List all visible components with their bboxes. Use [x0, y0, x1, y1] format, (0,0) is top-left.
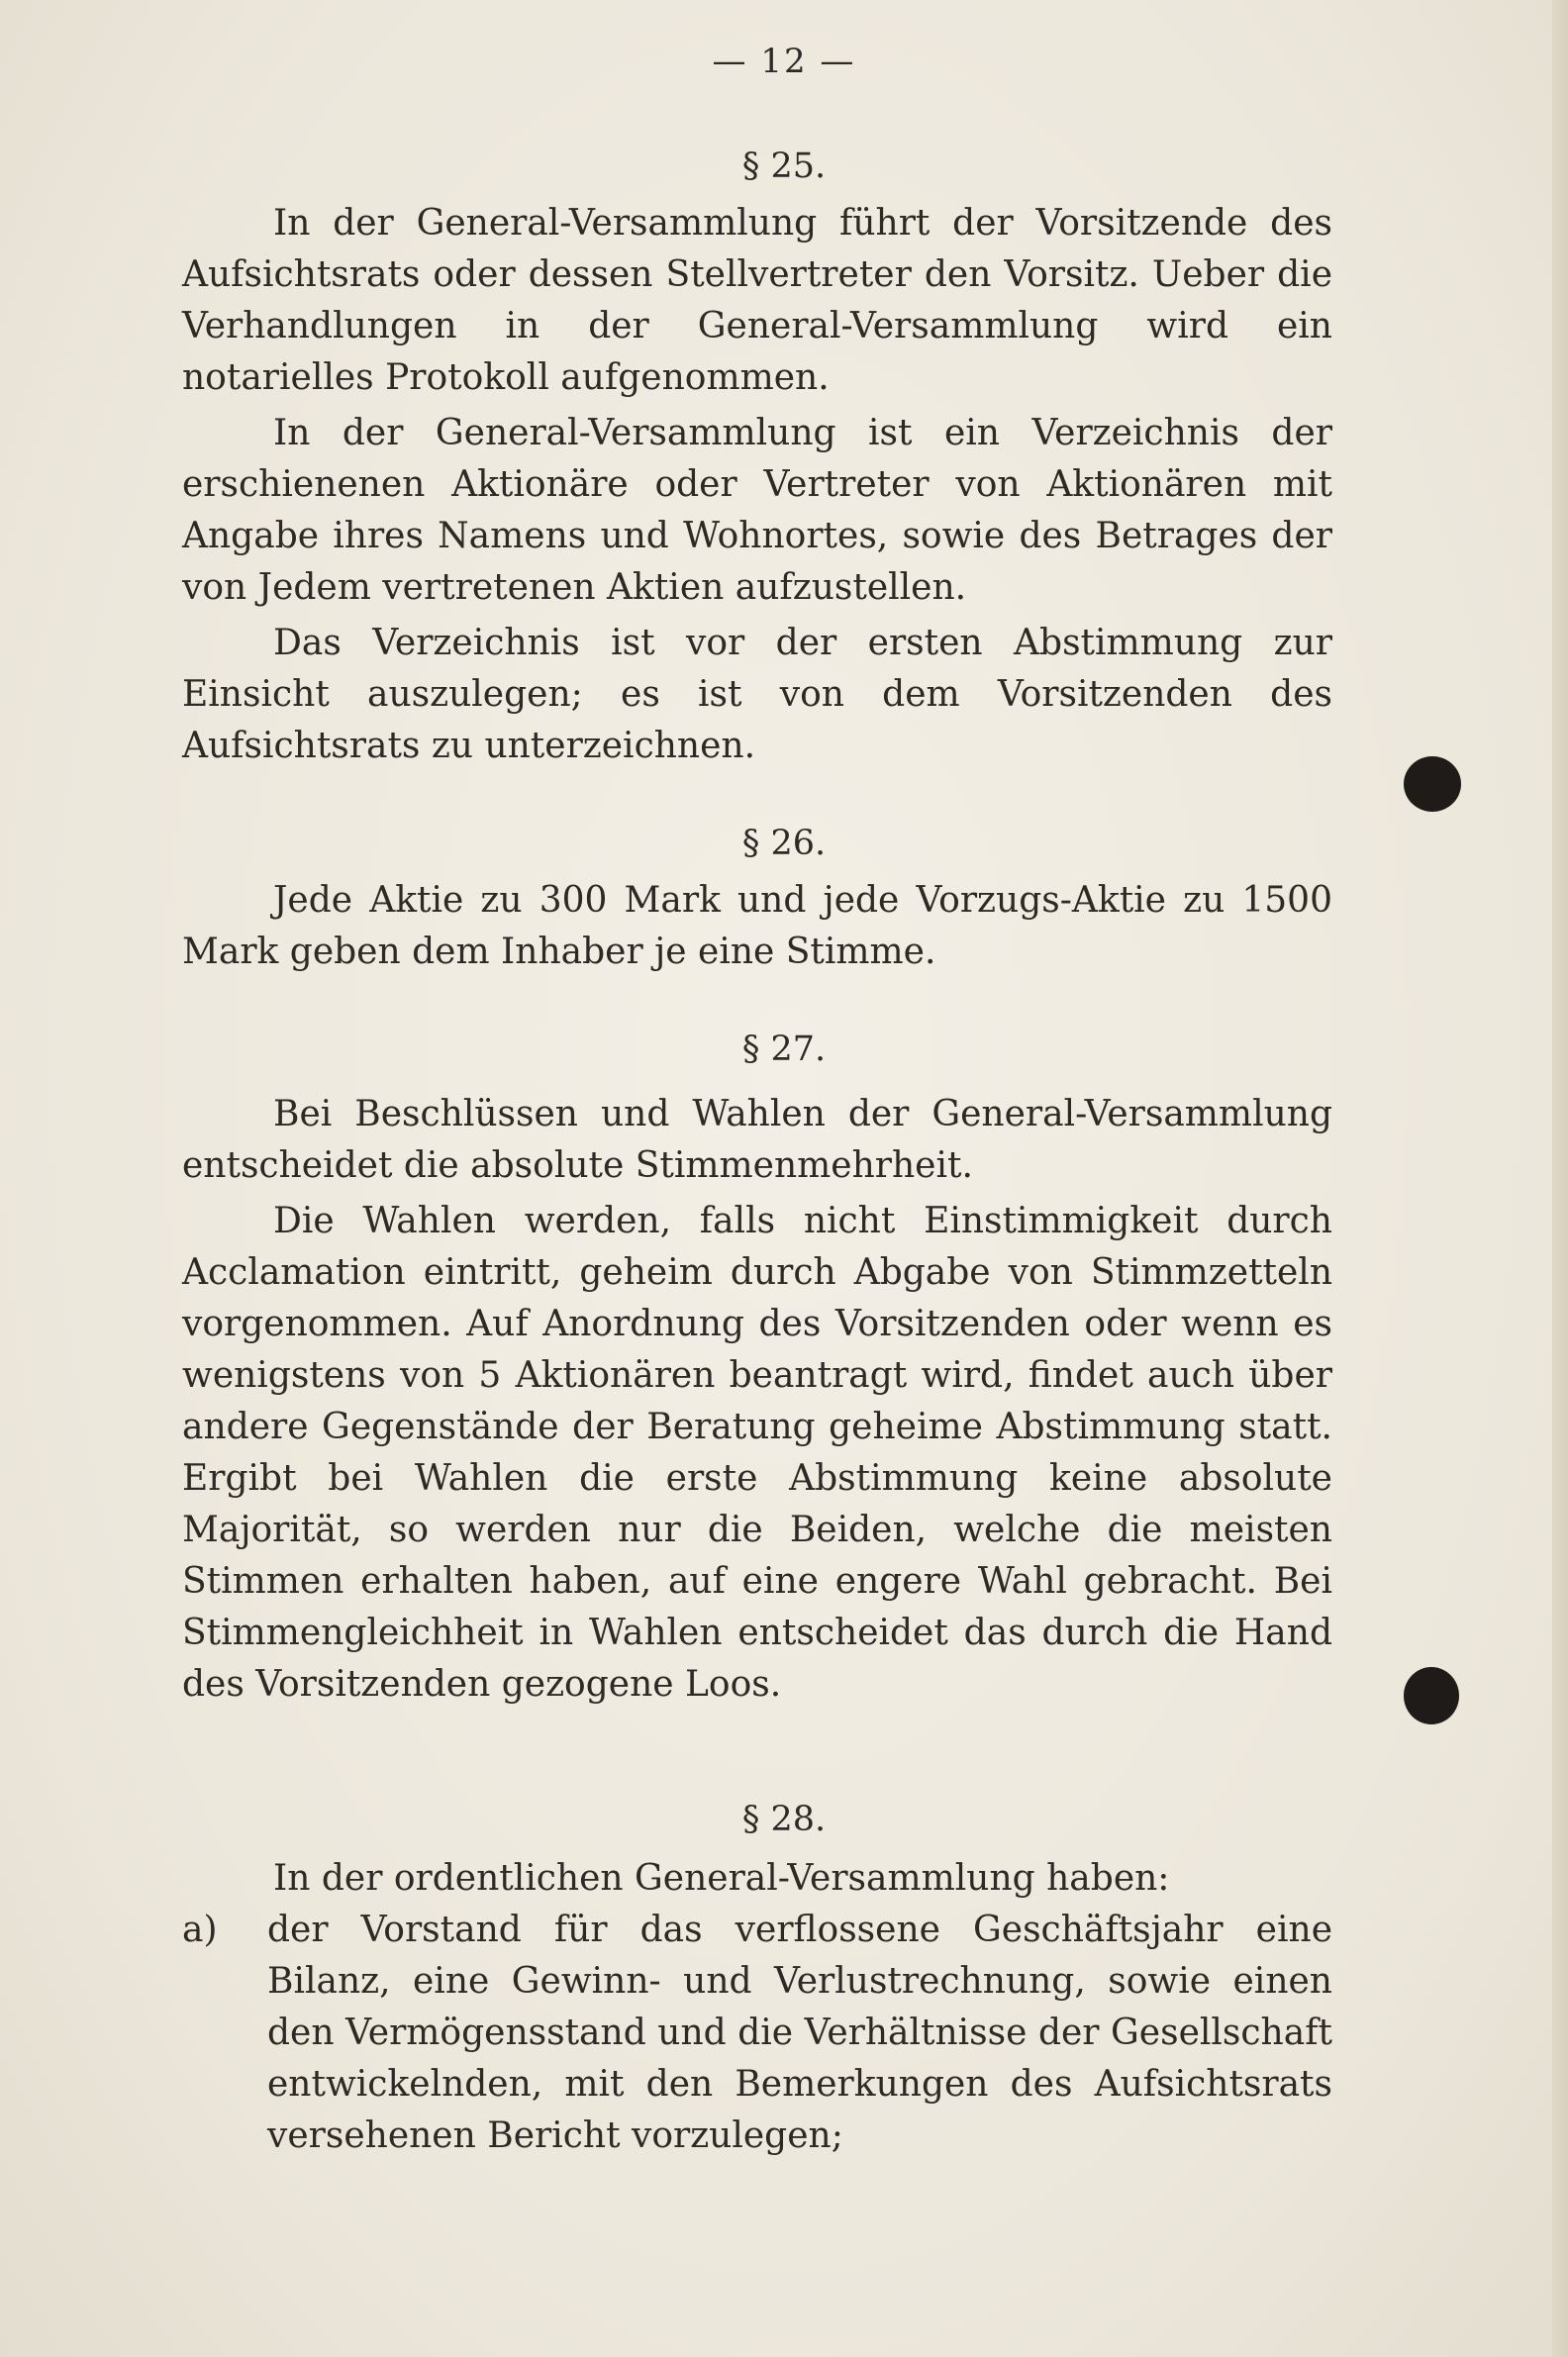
list-item-a: [182, 1905, 1332, 2162]
paragraph-27-1: Bei Beschlüssen und Wahlen der General-Versammlung entscheidet die absolute Stimmenmehrheit.: [182, 1094, 1332, 1186]
section-heading-27: § 27.: [741, 1030, 827, 1069]
section-heading-26: § 26.: [741, 824, 827, 863]
paragraph-28-1: In der ordentlichen General-Versammlung haben:: [273, 1858, 1170, 1899]
paragraph-25-3: Das Verzeichnis ist vor der ersten Abstimmung zur Einsicht auszulegen; es ist von dem Vorsitzenden des Aufsichtsrats zu unterzeichnen.: [182, 623, 1332, 766]
list-marker: a): [182, 1910, 218, 1950]
section-heading-28: § 28.: [741, 1800, 827, 1839]
binding-hole-lower: [1404, 1667, 1459, 1724]
binding-hole-upper: [1404, 756, 1461, 812]
section-heading-25: § 25.: [741, 147, 827, 186]
page-number: — 12 —: [712, 42, 856, 81]
paragraph-25-2: In der General-Versammlung ist ein Verzeichnis der erschienenen Aktionäre oder Vertreter von Aktionären mit Angabe ihres Namens und Wohnortes, sowie des Betrages der von Jedem vertretenen Aktien aufzustellen.: [182, 413, 1332, 608]
paragraph-25-1: In der General-Versammlung führt der Vorsitzende des Aufsichtsrats oder dessen Stellvertreter den Vorsitz. Ueber die Verhandlungen in der General-Versammlung wird ein notarielles Protokoll aufgenommen.: [182, 203, 1332, 398]
list-item-text: der Vorstand für das verflossene Geschäftsjahr eine Bilanz, eine Gewinn- und Verlustrechnung, sowie einen den Vermögensstand und die Verhältnisse der Gesellschaft entwickelnden, mit den Bemerkungen des Aufsichtsrats versehenen Bericht vorzulegen;: [267, 1910, 1332, 2156]
paragraph-26-1: Jede Aktie zu 300 Mark und jede Vorzugs-Aktie zu 1500 Mark geben dem Inhaber je eine Stimme.: [182, 880, 1332, 972]
page-edge-shadow: [1552, 0, 1568, 2357]
paragraph-27-2: Die Wahlen werden, falls nicht Einstimmigkeit durch Acclamation eintritt, geheim durch Abgabe von Stimmzetteln vorgenommen. Auf Anordnung des Vorsitzenden oder wenn es wenigstens von 5 Aktionären beantragt wird, findet auch über andere Gegenstände der Beratung geheime Abstimmung statt. Ergibt bei Wahlen die erste Abstimmung keine absolute Majorität, so werden nur die Beiden, welche die meisten Stimmen erhalten haben, auf eine engere Wahl gebracht. Bei Stimmengleichheit in Wahlen entscheidet das durch die Hand des Vorsitzenden gezogene Loos.: [182, 1201, 1332, 1705]
